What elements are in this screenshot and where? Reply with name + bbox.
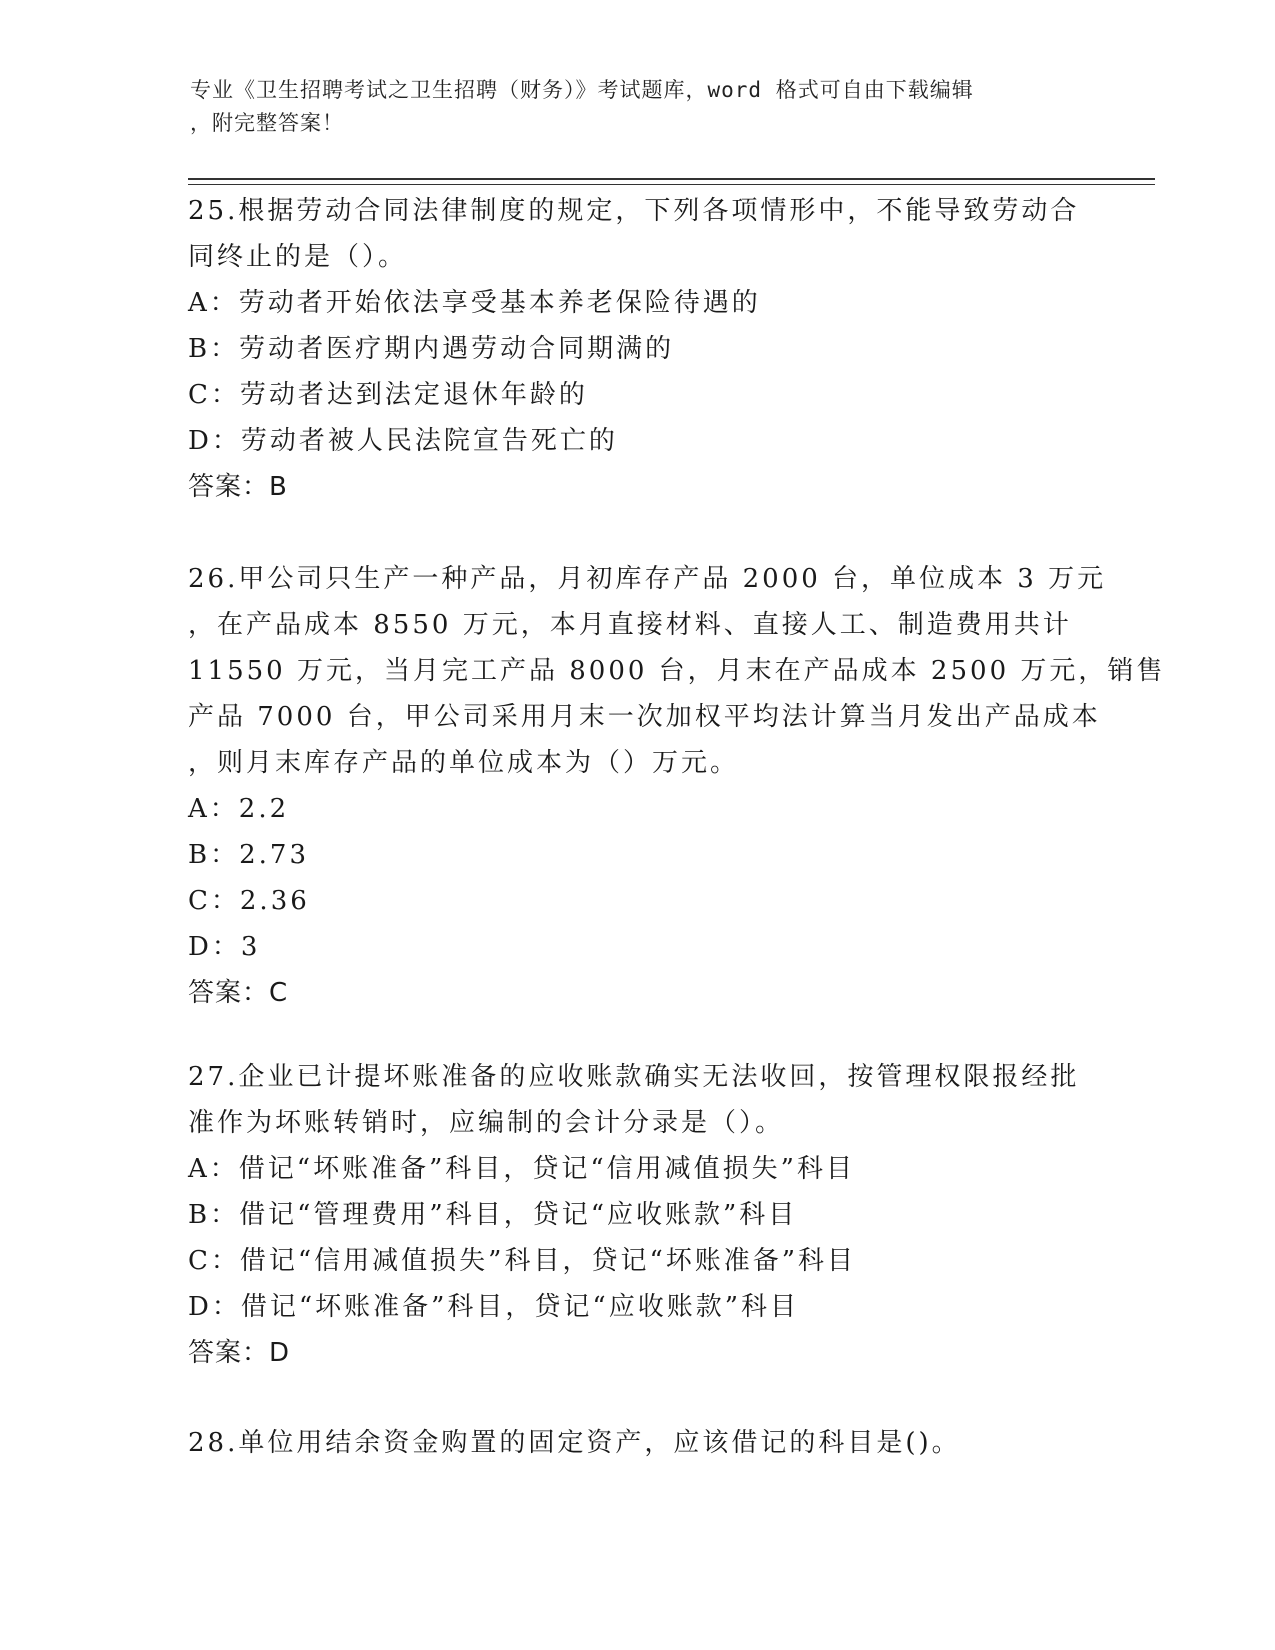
document-header [190,74,1090,140]
answer-label: 答案：B [188,472,288,502]
header-line-2: ，附完整答案！ [190,111,344,135]
question-27 [188,1054,1088,1376]
question-stem-line: 准作为坏账转销时，应编制的会计分录是（）。 [188,1108,785,1138]
option-a: A：2.2 [188,794,290,824]
question-stem-line: 28.单位用结余资金购置的固定资产，应该借记的科目是()。 [188,1428,961,1458]
option-b: B：借记“管理费用”科目，贷记“应收账款”科目 [188,1200,798,1230]
answer-label: 答案：D [188,1338,291,1368]
question-28 [188,1420,1088,1466]
option-d: D：借记“坏账准备”科目，贷记“应收账款”科目 [188,1292,800,1322]
question-stem-line: 26.甲公司只生产一种产品，月初库存产品 2000 台，单位成本 3 万元 [188,564,1107,594]
question-25 [188,188,1088,510]
question-stem-line: 11550 万元，当月完工产品 8000 台，月末在产品成本 2500 万元，销售 [188,656,1166,686]
option-c: C：2.36 [188,886,310,916]
option-b: B：2.73 [188,840,309,870]
option-d: D：劳动者被人民法院宣告死亡的 [188,426,618,456]
header-line-1: 专业《卫生招聘考试之卫生招聘（财务）》考试题库，word 格式可自由下载编辑 [190,78,974,102]
question-stem-line: 27.企业已计提坏账准备的应收账款确实无法收回，按管理权限报经批 [188,1062,1080,1092]
question-stem-line: 25.根据劳动合同法律制度的规定，下列各项情形中，不能导致劳动合 [188,196,1080,226]
question-stem-line: 同终止的是（）。 [188,242,408,272]
question-stem-line: ，在产品成本 8550 万元，本月直接材料、直接人工、制造费用共计 [188,610,1072,640]
question-stem-line: ，则月末库存产品的单位成本为（）万元。 [188,748,740,778]
question-26 [188,556,1166,1016]
option-c: C：劳动者达到法定退休年龄的 [188,380,588,410]
option-a: A：劳动者开始依法享受基本养老保险待遇的 [188,288,761,318]
option-b: B：劳动者医疗期内遇劳动合同期满的 [188,334,675,364]
answer-label: 答案：C [188,978,289,1008]
option-a: A：借记“坏账准备”科目，贷记“信用减值损失”科目 [188,1154,855,1184]
option-d: D：3 [188,932,261,962]
question-stem-line: 产品 7000 台，甲公司采用月末一次加权平均法计算当月发出产品成本 [188,702,1101,732]
header-divider [188,178,1155,185]
option-c: C：借记“信用减值损失”科目，贷记“坏账准备”科目 [188,1246,857,1276]
